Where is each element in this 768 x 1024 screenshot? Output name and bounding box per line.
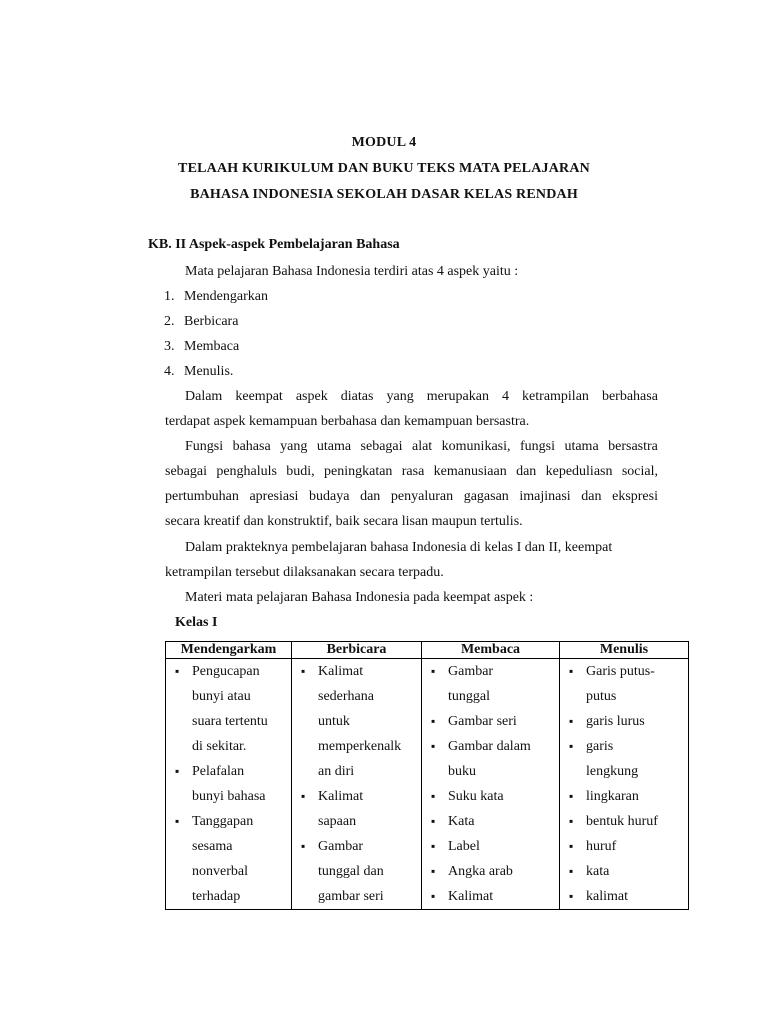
bullet-icon: ▪ — [431, 714, 436, 728]
aspect-item — [164, 339, 239, 355]
column-menulis — [560, 659, 689, 910]
paragraph-2-line-2 — [165, 464, 658, 480]
list-item — [166, 809, 291, 909]
word: rasa — [401, 464, 425, 479]
word: dan — [516, 464, 537, 479]
list-item — [560, 734, 688, 784]
list-item-text: putus — [586, 689, 617, 704]
word: bersastra — [608, 439, 658, 454]
paragraph-2-line-3 — [165, 489, 658, 505]
bullet-icon: ▪ — [569, 714, 574, 728]
list-item-text: garis lurus — [586, 714, 645, 729]
word: yang — [386, 389, 414, 404]
list-item — [560, 709, 688, 734]
list-item — [560, 784, 688, 809]
word: peningkatan — [324, 464, 393, 479]
list-item-text: garis — [586, 739, 614, 754]
header-menulis: Menulis — [560, 642, 689, 659]
list-item-text: di sekitar. — [192, 739, 247, 754]
word: ketrampilan — [522, 389, 589, 404]
list-item-text: bunyi atau — [192, 689, 251, 704]
list-item-text: Angka arab — [448, 864, 513, 879]
word: berbahasa — [601, 389, 658, 404]
materi-table — [165, 641, 689, 910]
list-item — [166, 659, 291, 759]
list-item — [422, 659, 559, 709]
word: social, — [621, 464, 658, 479]
word: yang — [280, 439, 308, 454]
aspect-number: 4. — [164, 364, 175, 379]
word: 4 — [502, 389, 509, 404]
word: apresiasi — [249, 489, 299, 504]
section-heading: KB. II Aspek-aspek Pembelajaran Bahasa — [148, 237, 400, 252]
table-row — [166, 659, 689, 910]
column-membaca — [422, 659, 560, 910]
word: fungsi — [519, 439, 555, 454]
header-membaca: Membaca — [422, 642, 560, 659]
word: alat — [411, 439, 433, 454]
bullet-icon: ▪ — [301, 839, 306, 853]
list-item-text: tunggal — [448, 689, 490, 704]
word: utama — [316, 439, 352, 454]
bullet-icon: ▪ — [301, 789, 306, 803]
bullet-icon: ▪ — [569, 814, 574, 828]
list-item-text: buku — [448, 764, 476, 779]
bullet-icon: ▪ — [569, 889, 574, 903]
list-item — [560, 834, 688, 859]
list-item — [422, 784, 559, 809]
list-item-text: lengkung — [586, 764, 639, 779]
aspect-text: Berbicara — [184, 314, 239, 329]
bullet-icon: ▪ — [431, 889, 436, 903]
bullet-icon: ▪ — [569, 864, 574, 878]
list-item-text: suara tertentu — [192, 714, 268, 729]
paragraph-2-line-4: secara kreatif dan konstruktif, baik secara lisan maupun tertulis. — [165, 514, 523, 529]
paragraph-4: Materi mata pelajaran Bahasa Indonesia pada keempat aspek : — [185, 590, 534, 605]
list-item-text: sederhana — [318, 689, 374, 704]
module-title-line2: BAHASA INDONESIA SEKOLAH DASAR KELAS RENDAH — [190, 187, 578, 202]
list-item-text: sesama — [192, 839, 233, 854]
list-item-text: bunyi bahasa — [192, 789, 266, 804]
word: penghaluls — [216, 464, 277, 479]
word: dan — [360, 489, 381, 504]
word: dan — [581, 489, 602, 504]
list-item — [292, 834, 421, 909]
list-item — [292, 784, 421, 834]
word: Dalam — [185, 389, 223, 404]
word: aspek — [295, 389, 328, 404]
intro-paragraph: Mata pelajaran Bahasa Indonesia terdiri atas 4 aspek yaitu : — [185, 264, 519, 279]
list-item-text: Gambar seri — [448, 714, 517, 729]
list-item-text: Pelafalan — [192, 764, 245, 779]
list-item-text: lingkaran — [586, 789, 639, 804]
word: kepeduliasn — [545, 464, 613, 479]
list-item-text: Label — [448, 839, 480, 854]
list-item — [422, 859, 559, 884]
list-item-text: Gambar — [448, 664, 494, 679]
bullet-icon: ▪ — [431, 789, 436, 803]
header-mendengarkan: Mendengarkam — [166, 642, 292, 659]
list-item-text: Kalimat — [318, 789, 364, 804]
word: budaya — [309, 489, 350, 504]
bullet-icon: ▪ — [569, 839, 574, 853]
list-item — [422, 884, 559, 909]
paragraph-1-line-1 — [185, 389, 658, 405]
list-item — [422, 809, 559, 834]
list-item-text: Tanggapan — [192, 814, 254, 829]
word: keempat — [235, 389, 283, 404]
list-item — [422, 734, 559, 784]
list-item-text: Gambar dalam — [448, 739, 531, 754]
word: kemanusiaan — [433, 464, 507, 479]
bullet-icon: ▪ — [569, 739, 574, 753]
aspect-item — [164, 314, 238, 330]
word: gagasan — [463, 489, 509, 504]
bullet-icon: ▪ — [431, 739, 436, 753]
list-item — [560, 659, 688, 709]
aspect-number: 2. — [164, 314, 175, 329]
list-item-text: sapaan — [318, 814, 357, 829]
word: imajinasi — [519, 489, 571, 504]
word: komunikasi, — [441, 439, 511, 454]
bullet-icon: ▪ — [569, 789, 574, 803]
list-item-text: Kalimat — [448, 889, 494, 904]
bullet-icon: ▪ — [431, 814, 436, 828]
list-item-text: nonverbal — [192, 864, 248, 879]
paragraph-2-line-1 — [185, 439, 658, 455]
list-item-text: Garis putus- — [586, 664, 655, 679]
module-number: MODUL 4 — [351, 135, 417, 150]
word: Fungsi — [185, 439, 224, 454]
word: sebagai — [360, 439, 403, 454]
aspect-text: Membaca — [184, 339, 240, 354]
list-item-text: kalimat — [586, 889, 628, 904]
bullet-icon: ▪ — [175, 814, 180, 828]
aspect-number: 3. — [164, 339, 175, 354]
list-item-text: terhadap — [192, 889, 241, 904]
module-title-line1: TELAAH KURIKULUM DAN BUKU TEKS MATA PELAJARAN — [178, 161, 590, 176]
kelas-label: Kelas I — [175, 615, 218, 630]
word: sebagai — [165, 464, 207, 479]
list-item — [560, 884, 688, 909]
list-item-text: an diri — [318, 764, 355, 779]
list-item-text: Pengucapan — [192, 664, 260, 679]
bullet-icon: ▪ — [431, 839, 436, 853]
list-item-text: gambar seri — [318, 889, 384, 904]
list-item-text: kata — [586, 864, 610, 879]
bullet-icon: ▪ — [431, 664, 436, 678]
word: ekspresi — [612, 489, 658, 504]
list-item-text: Gambar — [318, 839, 364, 854]
list-item-text: memperkenalk — [318, 739, 402, 754]
aspect-text: Menulis. — [184, 364, 234, 379]
list-item-text: tunggal dan — [318, 864, 384, 879]
list-item — [292, 659, 421, 784]
table-header-row — [166, 642, 689, 659]
paragraph-3-line-1: Dalam prakteknya pembelajaran bahasa Indonesia di kelas I dan II, keempat — [185, 540, 613, 555]
list-item-text: Kata — [448, 814, 475, 829]
word: merupakan — [426, 389, 489, 404]
bullet-icon: ▪ — [175, 764, 180, 778]
paragraph-1-line-2: terdapat aspek kemampuan berbahasa dan kemampuan bersastra. — [165, 414, 530, 429]
list-item-text: Kalimat — [318, 664, 364, 679]
bullet-icon: ▪ — [175, 664, 180, 678]
word: budi, — [286, 464, 315, 479]
aspect-number: 1. — [164, 289, 175, 304]
column-mendengarkan — [166, 659, 292, 910]
list-item — [422, 834, 559, 859]
word: penyaluran — [390, 489, 454, 504]
word: utama — [564, 439, 599, 454]
list-item-text: untuk — [318, 714, 350, 729]
word: diatas — [340, 389, 374, 404]
paragraph-3-line-2: ketrampilan tersebut dilaksanakan secara terpadu. — [165, 565, 444, 580]
word: bahasa — [232, 439, 271, 454]
aspect-item — [164, 364, 233, 380]
list-item-text: huruf — [586, 839, 617, 854]
list-item — [560, 809, 688, 834]
header-berbicara: Berbicara — [292, 642, 422, 659]
list-item-text: bentuk huruf — [586, 814, 658, 829]
column-berbicara — [292, 659, 422, 910]
word: pertumbuhan — [165, 489, 239, 504]
list-item — [166, 759, 291, 809]
list-item-text: Suku kata — [448, 789, 504, 804]
bullet-icon: ▪ — [569, 664, 574, 678]
aspect-text: Mendengarkan — [184, 289, 268, 304]
bullet-icon: ▪ — [301, 664, 306, 678]
bullet-icon: ▪ — [431, 864, 436, 878]
aspect-item — [164, 289, 268, 305]
list-item — [560, 859, 688, 884]
list-item — [422, 709, 559, 734]
